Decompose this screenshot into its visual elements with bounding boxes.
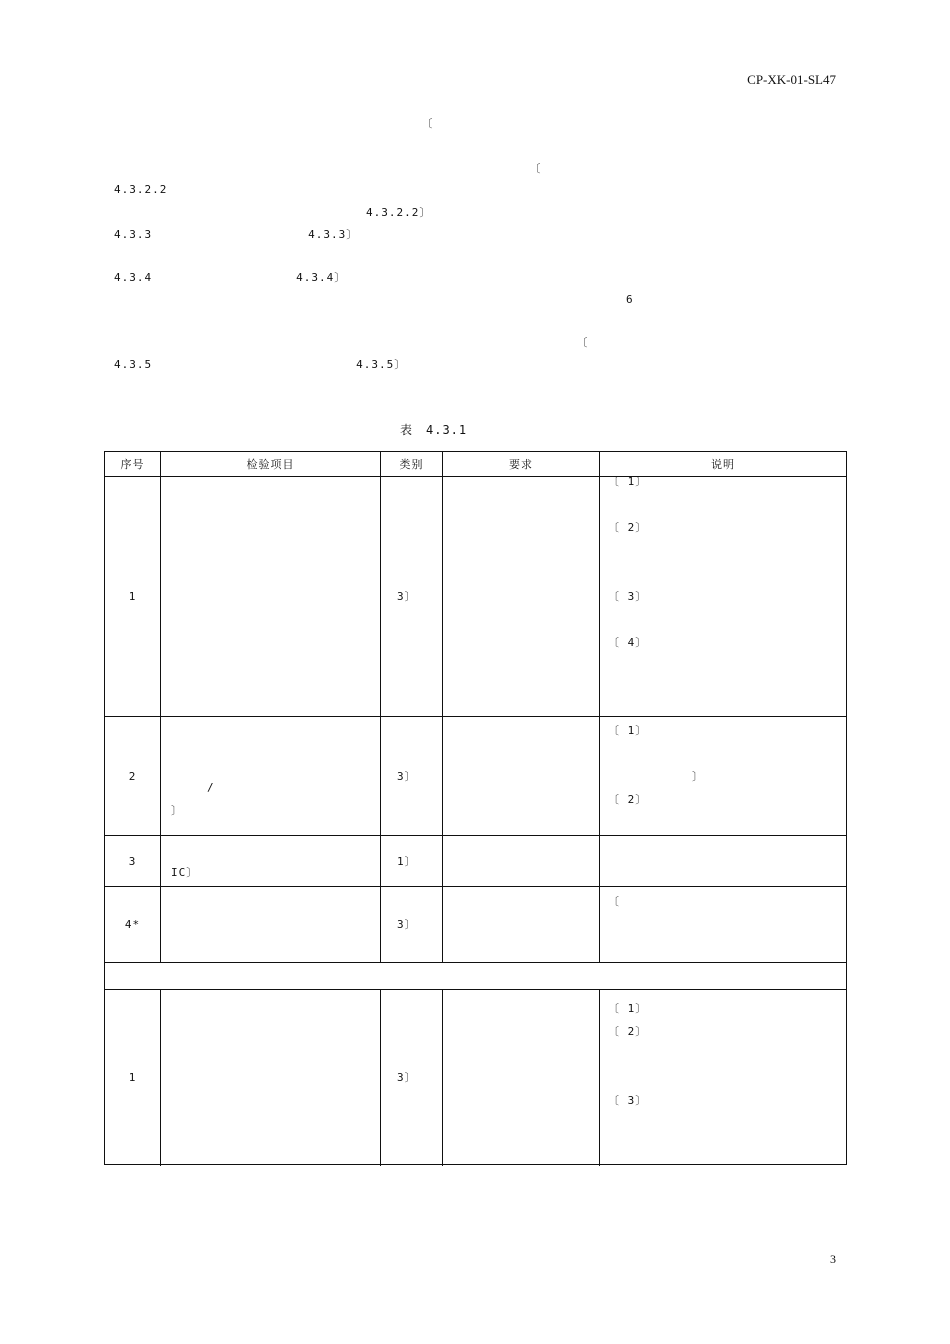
header-no: 序号	[120, 457, 145, 471]
row2-no: 2	[128, 769, 137, 783]
row3-class: 1〕	[397, 854, 417, 868]
table-col-rule	[599, 989, 600, 1166]
header-item: 检验项目	[246, 457, 295, 471]
row5-no: 1	[128, 1070, 137, 1084]
body-line: 〔	[163, 117, 842, 130]
table-col-rule	[380, 452, 381, 962]
section-row	[109, 969, 913, 985]
row3-requirement	[443, 836, 599, 886]
row4-no: 4*	[124, 918, 141, 931]
row2-requirement	[443, 717, 599, 835]
row4-requirement	[443, 887, 599, 962]
row5-item	[171, 990, 376, 1164]
body-line	[163, 140, 715, 153]
page-number: 3	[830, 1252, 836, 1266]
row2-item: / 〕	[171, 781, 323, 817]
table-col-rule	[599, 452, 600, 962]
section-heading-4-3-5: 4.3.5 4.3.5〕	[114, 358, 407, 371]
header-class: 类别	[399, 457, 424, 471]
header-note: 说明	[711, 457, 735, 471]
table-caption: 表 4.3.1	[400, 423, 507, 437]
row2-class: 3〕	[397, 769, 417, 783]
row1-no: 1	[128, 590, 137, 603]
body-line	[146, 249, 410, 262]
document-code: CP-XK-01-SL47	[747, 72, 836, 87]
table-rule	[105, 962, 846, 963]
row1-class: 3〕	[397, 590, 417, 603]
row3-no: 3	[128, 854, 137, 868]
row5-class: 3〕	[397, 1070, 417, 1084]
row5-requirement	[443, 990, 599, 1164]
row5-note: 〔 1〕 〔 2〕 〔 3〕	[608, 1001, 786, 1107]
body-line	[146, 380, 638, 393]
section-heading-4-3-2-2: 4.3.2.2	[114, 183, 672, 196]
header-requirement: 要求	[509, 457, 533, 471]
table-col-rule	[380, 989, 381, 1166]
section-heading-4-3-3: 4.3.3 4.3.3〕	[114, 228, 359, 241]
row3-note	[608, 836, 844, 886]
body-line: 4.3.2.2〕	[114, 206, 432, 219]
row1-requirement	[443, 477, 599, 716]
table-col-rule	[160, 989, 161, 1166]
row1-item	[171, 477, 376, 716]
row4-note: 〔	[608, 895, 800, 908]
table-col-rule	[160, 452, 161, 962]
row1-note: 〔 1〕 〔 2〕 〔 3〕 〔 4〕	[608, 475, 786, 649]
row4-class: 3〕	[397, 918, 417, 931]
body-line: 6	[146, 293, 778, 306]
row4-item	[171, 887, 376, 962]
inspection-table	[104, 451, 847, 1165]
body-line: 〔	[163, 162, 542, 175]
body-line: 〔	[114, 336, 901, 349]
section-heading-4-3-4: 4.3.4 4.3.4〕	[114, 271, 347, 284]
body-line	[114, 315, 654, 328]
row2-note: 〔 1〕 〕 〔 2〕	[608, 723, 786, 806]
row3-item: IC〕	[171, 866, 199, 879]
